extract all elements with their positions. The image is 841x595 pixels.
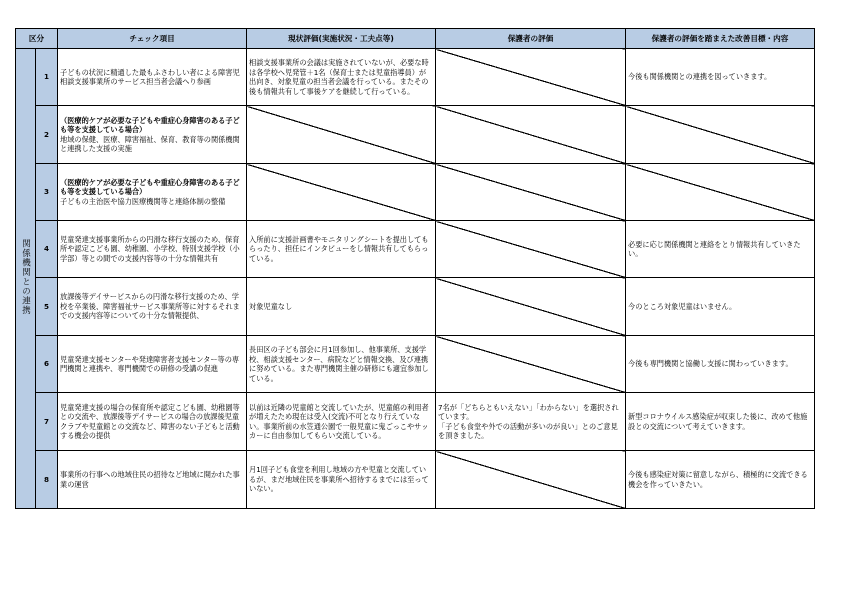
- improvement-cell: 今のところ対象児童はいません。: [626, 278, 815, 336]
- table-body: [16, 49, 815, 509]
- check-item-text: 児童発達支援の場合の保育所や認定こども園、幼稚園等との交流や、放課後等デイサービスの場合の放課後児童クラブや児童館との交流など、障害のない子どもと活動する機会の提供: [60, 402, 240, 440]
- improvement-cell: [626, 164, 815, 221]
- row-number: 8: [36, 451, 58, 509]
- current-eval-cell: [247, 164, 436, 221]
- header-current-eval: 現状評価(実施状況・工夫点等): [247, 29, 436, 49]
- check-item-condition: （医療的ケアが必要な子どもや重症心身障害のある子ども等を支援している場合）: [60, 177, 240, 197]
- check-item-text: 事業所の行事への地域住民の招待など地域に開かれた事業の運営: [60, 470, 240, 489]
- improvement-cell: 新型コロナウイルス感染症が収束した後に、改めて他施設との交流について考えていきます。: [626, 393, 815, 451]
- improvement-cell: 今後も感染症対策に留意しながら、積極的に交流できる機会を作っていきたい。: [626, 451, 815, 509]
- table-row: [16, 336, 815, 393]
- guardian-eval-cell: [436, 164, 626, 221]
- check-item-cell: [58, 221, 247, 278]
- guardian-eval-cell: [436, 336, 626, 393]
- table-row: [16, 49, 815, 106]
- header-guardian-eval: 保護者の評価: [436, 29, 626, 49]
- current-eval-cell: 長田区の子ども部会に月1回参加し、他事業所、支援学校、相談支援センター、病院などと情報交換、及び連携に努めている。また専門機関主催の研修にも適宜参加している。: [247, 336, 436, 393]
- check-item-cell: [58, 451, 247, 509]
- header-category: 区分: [16, 29, 58, 49]
- check-item-text: 地域の保健、医療、障害福祉、保育、教育等の関係機関と連携した支援の実施: [60, 134, 240, 153]
- evaluation-table: [15, 28, 815, 509]
- table-row: [16, 451, 815, 509]
- category-group-cell: [16, 49, 36, 509]
- check-item-text: 子どもの状況に精通した最もふさわしい者による障害児相談支援事業所のサービス担当者会議へり参画: [60, 67, 240, 86]
- guardian-eval-cell: [436, 278, 626, 336]
- check-item-cell: [58, 164, 247, 221]
- current-eval-cell: 月1回子ども食堂を利用し地域の方や児童と交流しているが、まだ地域住民を事業所へ招待するまでには至っていない。: [247, 451, 436, 509]
- guardian-eval-cell: [436, 221, 626, 278]
- table-row: [16, 106, 815, 164]
- current-eval-cell: [247, 106, 436, 164]
- row-number: 1: [36, 49, 58, 106]
- header-row: [16, 29, 815, 49]
- check-item-cell: [58, 393, 247, 451]
- check-item-text: 児童発達支援事業所からの円滑な移行支援のため、保育所や認定こども園、幼稚園、小学校、特別支援学校（小学部）等との間での支援内容等の十分な情報共有: [60, 234, 240, 263]
- improvement-cell: 今後も専門機関と協働し支援に関わっていきます。: [626, 336, 815, 393]
- improvement-cell: [626, 106, 815, 164]
- table-row: [16, 164, 815, 221]
- current-eval-cell: 相談支援事業所の会議は実施されていないが、必要な時は各学校へ児発管＋1名（保育士または児童指導員）が出向き、対象児童の担当者会議を行っている。またその後も情報共有して事後ケアを継続して行っている。: [247, 49, 436, 106]
- current-eval-cell: 対象児童なし: [247, 278, 436, 336]
- check-item-text: 放課後等デイサービスからの円滑な移行支援のため、学校を卒業後、障害福祉サービス事業所等に対するそれまでの支援内容等についての十分な情報提供、: [60, 292, 240, 321]
- improvement-cell: 必要に応じ関係機関と連絡をとり情報共有していきたい。: [626, 221, 815, 278]
- check-item-cell: [58, 49, 247, 106]
- table-row: [16, 393, 815, 451]
- row-number: 6: [36, 336, 58, 393]
- improvement-cell: 今後も関係機関との連携を図っていきます。: [626, 49, 815, 106]
- row-number: 4: [36, 221, 58, 278]
- check-item-cell: [58, 336, 247, 393]
- guardian-eval-cell: [436, 451, 626, 509]
- header-improvement: 保護者の評価を踏まえた改善目標・内容: [626, 29, 815, 49]
- table-row: [16, 278, 815, 336]
- check-item-condition: （医療的ケアが必要な子どもや重症心身障害のある子ども等を支援している場合）: [60, 115, 240, 134]
- table-row: [16, 221, 815, 278]
- check-item-cell: [58, 106, 247, 164]
- guardian-eval-cell: [436, 49, 626, 106]
- header-check-item: チェック項目: [58, 29, 247, 49]
- category-group-label: 関係機関との連携: [20, 239, 31, 316]
- check-item-cell: [58, 278, 247, 336]
- check-item-text: 児童発達支援センターや発達障害者支援センター等の専門機関と連携や、専門機関での研修の受講の促進: [60, 354, 240, 373]
- row-number: 2: [36, 106, 58, 164]
- row-number: 7: [36, 393, 58, 451]
- row-number: 3: [36, 164, 58, 221]
- guardian-eval-cell: [436, 106, 626, 164]
- check-item-text: 子どもの主治医や協力医療機関等と連絡体制の整備: [60, 196, 226, 206]
- current-eval-cell: 入所前に支援計画書やモニタリングシートを提出してもらったり、担任にインタビューをし情報共有してもらっている。: [247, 221, 436, 278]
- guardian-eval-cell: 7名が「どちらともいえない」「わからない」を選択されています。 「子ども食堂や外での活動が多いのが良い」とのご意見を頂きました。: [436, 393, 626, 451]
- current-eval-cell: 以前は近隣の児童館と交流していたが、児童館の利用者が増えたため現在は受入(交流)不可となり行えていない。事業所前の水笠通公園で一般児童に鬼ごっこやサッカーに自由参加してもらい交流している。: [247, 393, 436, 451]
- row-number: 5: [36, 278, 58, 336]
